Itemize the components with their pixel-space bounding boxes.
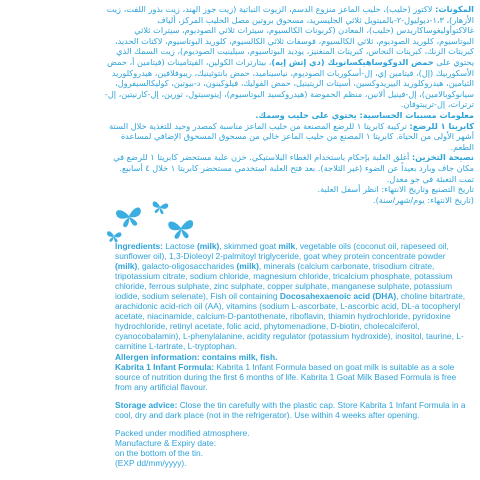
arabic-packed: تمت التعبئة في جو معدل. <box>386 173 474 184</box>
allergen-milk: (milk) <box>236 261 259 272</box>
allergen-milk: (milk) <box>196 241 220 251</box>
kabrita-text: Kabrita 1 Infant Formula based on goat milk is suitable as a sole source of nutrition during the first 6 months of life. Kabrita 1 Goat Milk Based Formula is free from any artificial flavour. <box>115 361 457 392</box>
dates-line-1: Manufacture & Expiry date: <box>115 437 217 448</box>
spacer <box>115 392 467 400</box>
storage-advice <box>115 400 467 420</box>
ingredients-label: Ingredients: <box>115 241 163 251</box>
allergen-information: Allergen information: contains milk, fish. <box>115 351 278 362</box>
ingredients-text: , minerals (calcium carbonate, trisodium citrate, tripotassium citrate, sodium chloride, magnesium chloride, tricalcium phosphate, potassium chloride, ferrous sulphate, zinc sulphate, copper sulphate, manganese sulphate, potassium iodide, sodium selenate), Fish oil containing <box>115 261 453 302</box>
arabic-dates-2: (تاريخ الانتهاء: يوم/شهر/سنة). <box>372 194 474 205</box>
arabic-ingredients-text: لاكتوز (حليب)، حليب الماعز منزوع الدسم، الزيوت النباتية (زيت جوز الهند، زيت بذور اللفت، زيت الأزهار)، ١،٣-ديوليول-٢-بالميتويل ثلاثي الجليسريد، مسحوق بروتين مصل الحليب المركز، ألياف غالاكتوأوليغوساكاريدس (حليب)، المعادن (كربونات الكالسيوم، سيترات ثلاثي الصوديوم، سيترات ثلاثي البوتاسيوم، كلوريد الصوديوم، ثلاثي الكالسيوم، فوسفات ثلاثي الكالسيوم، كلوريد البوتاسيوم، لاكتات الحديد، كبريتات الزنك، كبريتات النحاس، كبريتات المنغنيز، يوديد البوتاسيوم، سيلينيت الصوديوم)، زيت السمك الذي يحتوي على <box>106 4 474 67</box>
ingredients-text: , vegetable oils (coconut oil, rapeseed oil, sunflower oil), 1,3-Dioleoyl 2-palmitoyl triglyceride, goat whey protein concentrate powder <box>115 241 449 262</box>
arabic-kabrita-text: تركيبة كابريتا ١ للرضع المصنعة من حليب الماعز مناسبة كمصدر وحيد للتغذية خلال الستة أشهر الأولى من الحياة. كابريتا ١ المصنع من حليب الماعز خالي من مسحوق المسحوق الإضافي لمساعدة الطعم. <box>109 120 474 152</box>
packed-note: Packed under modified atmosphere. <box>115 427 250 438</box>
butterfly-icon <box>116 207 143 228</box>
dha-label: Docosahexaenoic acid (DHA) <box>279 291 397 302</box>
arabic-dha: حمض الدوكوساهيكسانويك (دي إتش إيه) <box>271 56 434 67</box>
allergen-milk: (milk) <box>115 261 138 272</box>
arabic-ingredients-rest: ، بيتارترات الكولين، الفيتامينات (فيتامين أ، حمض الأسكوربيك (إل)، فيتامين إي، إل-أسكوربات الصوديوم، نياسيناميد، حمض بانتوثينيك، ريبوفلافين، هيدروكلوريد الثيامين، هيدروكلوريد البيريدوكسين، أسيتات الريتينيل، حمض الفوليك، فيلوكينون، د-بيوتين، كوليكالسيفرول، سيانوكوبالامين)، إل-فينيل ألانين، منظم الحموضة (هيدروكسيد البوتاسيوم)، إينوسيتول، تورين، إل-كارنيتين، إل-ترترات، إل-تريبتوفان. <box>104 56 474 110</box>
arabic-ingredients-heading: المكونات: <box>435 4 474 14</box>
kabrita-infant-formula <box>115 362 467 392</box>
allergen-milk: milk <box>278 241 296 251</box>
arabic-storage-text: أغلق العلبة بإحكام باستخدام الغطاء البلاستيكي. خزن علبة مستحضر كابريتا ١ للرضع في مكان جاف وبارد بعيداً عن الضوء (غير الثلاجة). بعد فتح العلبة استخدمي مستحضر كابريتا ١ خلال ٤ أسابيع. <box>113 152 474 173</box>
storage-label: Storage advice: <box>115 399 178 410</box>
ingredients-text: , choline bitartrate, arachidonic acid-rich oil (AA), vitamins (sodium L-ascorbate, L-ascorbic acid, DL-a tocopheryl acetate, niacinamide, calcium-D-pantothenate, riboflavin, thiamin hydrochloride, pyridoxine hydrochloride, retinyl acetate, folic acid, phytomenadione, D-biotin, cholecalciferol, cyanocobalamin), L-phenylalanine, acidity regulator (potassium hydroxide), inositol, taurine, L-carnitine L-tartrate, L-tryptophan. <box>115 291 466 352</box>
butterfly-icon <box>168 220 194 239</box>
ingredients-text: , galacto-oligosaccharides <box>137 261 237 272</box>
arabic-ingredients <box>100 4 474 110</box>
kabrita-label: Kabrita 1 Infant Formula: <box>115 361 215 372</box>
arabic-label-section <box>100 4 474 205</box>
butterflies-decoration <box>105 198 215 244</box>
butterfly-icon <box>151 201 168 215</box>
storage-text: Close the tin carefully with the plastic cap. Store Kabrita 1 Infant Formula in a cool, dry and dark place (not in the refrigerator). Use within 4 weeks after opening. <box>115 399 466 420</box>
dates-line-2: on the bottom of the tin. <box>115 447 203 458</box>
english-label-section <box>115 241 467 468</box>
arabic-kabrita <box>100 121 474 153</box>
ingredients-text: Lactose <box>162 241 197 251</box>
arabic-kabrita-heading: كابريتا ١ للرضع: <box>409 120 474 131</box>
ingredients-text: , skimmed goat <box>219 241 279 251</box>
arabic-allergen: معلومات مسببات الحساسية: يحتوي على حليب وسمك. <box>255 109 474 120</box>
english-ingredients <box>115 241 467 352</box>
arabic-storage <box>100 152 474 173</box>
dates-line-3: (EXP dd/mm/yyyy). <box>115 457 187 468</box>
arabic-dates-1: تاريخ التصنيع وتاريخ الانتهاء: انظر أسفل العلبة. <box>317 184 474 195</box>
arabic-storage-heading: نصيحة التخزين: <box>411 152 474 163</box>
spacer <box>115 420 467 428</box>
